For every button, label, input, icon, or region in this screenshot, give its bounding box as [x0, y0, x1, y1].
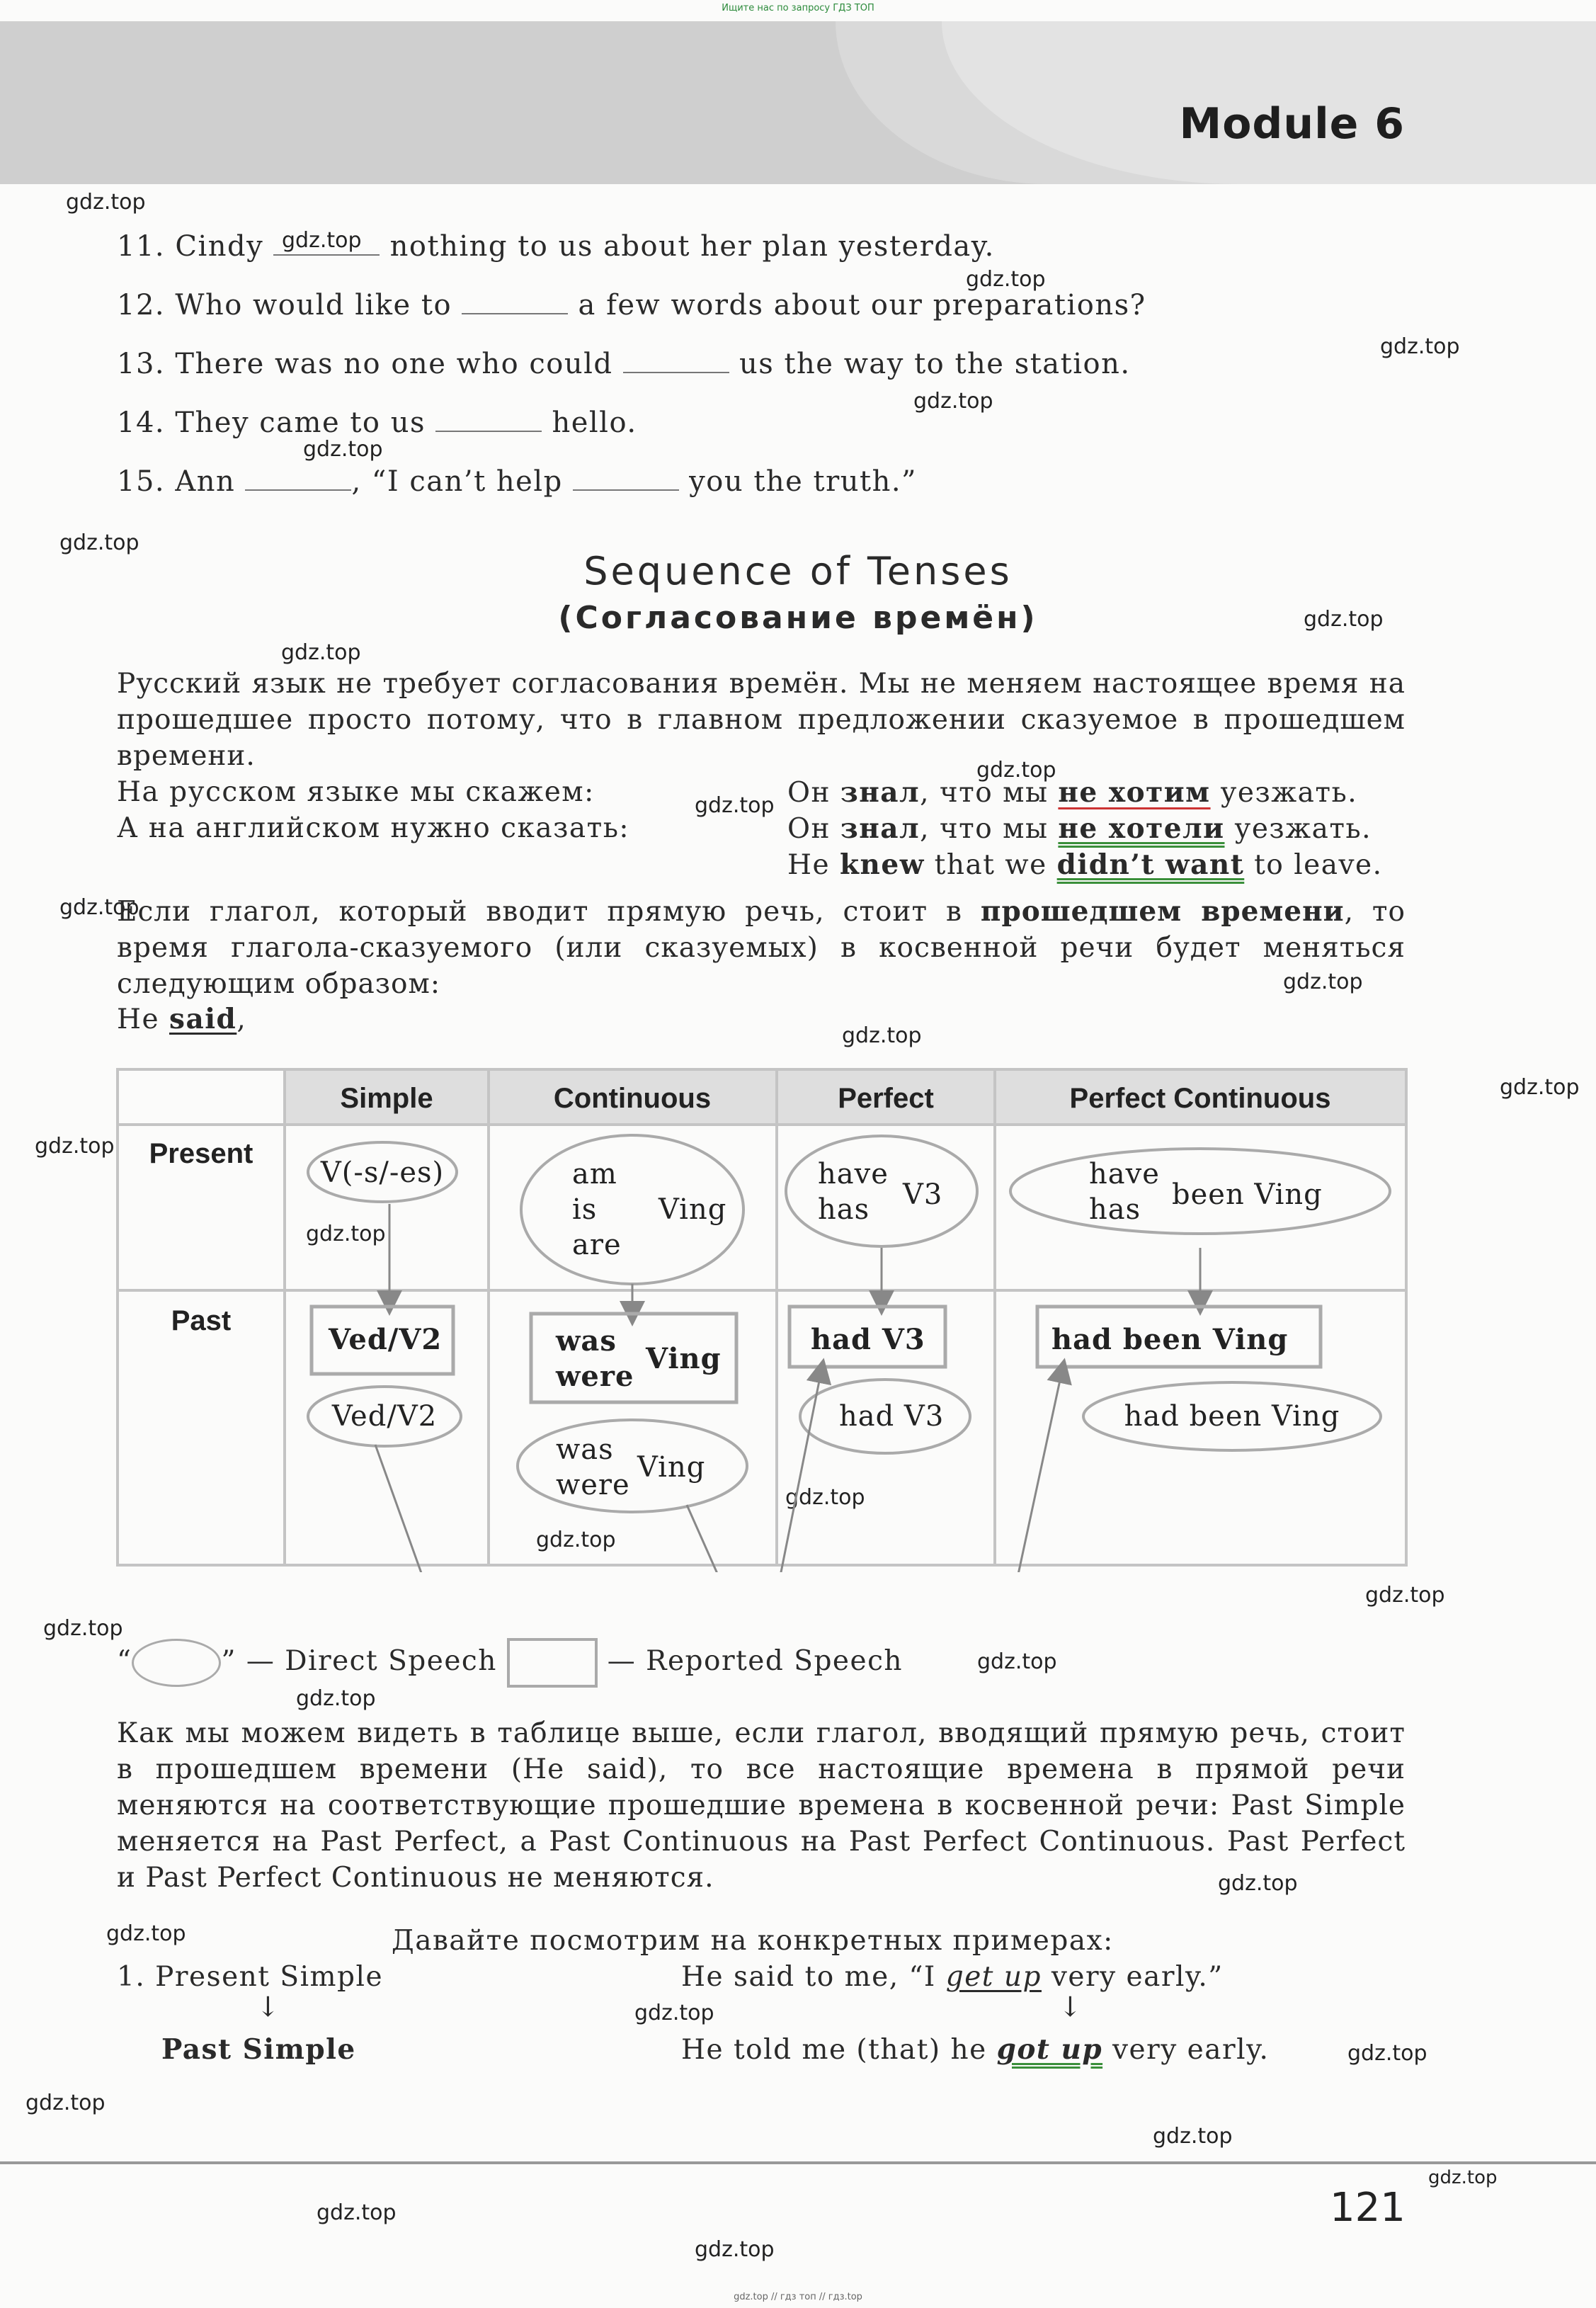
header-continuous: Continuous	[553, 1083, 712, 1114]
answer-blank[interactable]	[245, 468, 351, 491]
past-perfect-continuous-reported: had been Ving	[1051, 1323, 1289, 1356]
exercise-item: 13. There was no one who could us the way to the station.	[117, 348, 1131, 380]
present-perfect-continuous-been-ving: been Ving	[1172, 1178, 1323, 1211]
answer-blank[interactable]	[573, 468, 679, 491]
past-simple-direct: Ved/V2	[331, 1400, 438, 1433]
present-perfect-continuous-have: have	[1089, 1158, 1160, 1190]
present-continuous-is: is	[572, 1193, 598, 1226]
watermark: gdz.top	[25, 2091, 106, 2115]
past-perfect-continuous-direct: had been Ving	[1124, 1400, 1340, 1433]
watermark: gdz.top	[303, 437, 383, 462]
tenses-table	[113, 1062, 1416, 1572]
watermark: gdz.top	[695, 2237, 775, 2262]
watermark: gdz.top	[306, 1222, 386, 1246]
example-russian-1: Он знал, что мы не хотим уезжать.	[787, 776, 1358, 809]
watermark: gdz.top	[913, 389, 993, 414]
page-number: 121	[1330, 2185, 1406, 2231]
header-perfect: Perfect	[838, 1083, 934, 1114]
legend-box	[507, 1638, 598, 1688]
footer-rule	[0, 2161, 1596, 2164]
english-label: А на английском нужно сказать:	[117, 812, 630, 844]
past-continuous-reported-ving: Ving	[646, 1342, 722, 1375]
russian-label: На русском языке мы скажем:	[117, 776, 595, 808]
intro-paragraph: Русский язык не требует согласования времён. Мы не меняем настоящее время на прошедшее просто потому, что в главном предложении сказуемое в прошедшем времени.	[117, 668, 1406, 772]
past-continuous-reported-was: was	[556, 1324, 617, 1358]
past-perfect-direct: had V3	[839, 1400, 945, 1433]
row-past: Past	[171, 1305, 232, 1336]
top-note: Ищите нас по запросу ГДЗ ТОП	[722, 3, 874, 13]
past-perfect-reported: had V3	[811, 1323, 925, 1356]
bottom-note: gdz.top // гдз топ // гдз.top	[734, 2292, 862, 2302]
watermark: gdz.top	[281, 640, 361, 665]
watermark: gdz.top	[1283, 970, 1363, 994]
watermark: gdz.top	[842, 1023, 922, 1048]
exercise-item: 11. Cindy nothing to us about her plan yesterday.	[117, 230, 995, 263]
direct-speech-oval	[786, 1136, 977, 1246]
watermark: gdz.top	[976, 758, 1056, 783]
present-continuous-are: are	[572, 1229, 622, 1261]
watermark: gdz.top	[785, 1485, 865, 1510]
exercise-item: 15. Ann , “I can’t help you the truth.”	[117, 465, 918, 498]
example-english: He knew that we didn’t want to leave.	[787, 848, 1383, 881]
past-continuous-reported-were: were	[556, 1360, 634, 1393]
example-arrow-left: ↓	[256, 1991, 281, 2023]
example-arrow-right: ↓	[1059, 1991, 1083, 2023]
legend: “ ” — Direct Speech — Reported Speech	[117, 1638, 903, 1688]
rule-paragraph: Если глагол, который вводит прямую речь, стоит в прошедшем времени, то время глагола-сказуемого (или сказуемых) в косвенной речи будет меняться следующим образом:	[117, 895, 1406, 1000]
present-simple: V(-s/-es)	[320, 1156, 445, 1189]
watermark: gdz.top	[1428, 2167, 1498, 2188]
example-tense-from: 1. Present Simple	[117, 1961, 384, 1993]
watermark: gdz.top	[977, 1649, 1057, 1674]
present-continuous-ving: Ving	[659, 1193, 727, 1226]
exercise-item: 14. They came to us hello.	[117, 407, 637, 439]
conclusion-paragraph: Как мы можем видеть в таблице выше, если глагол, вводящий прямую речь, стоит в прошедшем времени (He said), то все настоящие времена в прямой речи меняются на соответствующие прошедшие времена в косвенной речи: Past Simple меняется на Past Perfect, а Past Continuous на Past Perfect Continuous. Past Perfect и Past Perfect Continuous не меняются.	[117, 1717, 1406, 1894]
answer-blank[interactable]	[623, 351, 729, 373]
watermark: gdz.top	[59, 530, 139, 555]
legend-oval	[132, 1639, 221, 1687]
past-continuous-direct-ving: Ving	[637, 1451, 706, 1484]
watermark: gdz.top	[1500, 1075, 1580, 1100]
header-perfect-continuous: Perfect Continuous	[1069, 1083, 1331, 1114]
present-perfect-v3: V3	[903, 1178, 943, 1211]
watermark: gdz.top	[1304, 607, 1384, 632]
he-said: He said,	[117, 1003, 247, 1035]
watermark: gdz.top	[536, 1528, 616, 1552]
watermark: gdz.top	[1380, 334, 1460, 359]
example-tense-to: Past Simple	[161, 2033, 356, 2066]
watermark: gdz.top	[59, 895, 139, 920]
present-continuous-am: am	[572, 1158, 617, 1190]
watermark: gdz.top	[106, 1921, 186, 1946]
watermark: gdz.top	[695, 793, 775, 818]
example-direct: He said to me, “I get up very early.”	[681, 1961, 1224, 1993]
present-perfect-have: have	[818, 1158, 889, 1190]
watermark: gdz.top	[66, 190, 146, 215]
watermark: gdz.top	[317, 2200, 397, 2225]
exercise-item: 12. Who would like to a few words about our preparations?	[117, 289, 1146, 322]
watermark: gdz.top	[1365, 1583, 1445, 1608]
watermark: gdz.top	[1153, 2124, 1233, 2149]
answer-blank[interactable]	[462, 292, 568, 314]
module-title: Module 6	[1179, 99, 1405, 149]
examples-intro: Давайте посмотрим на конкретных примерах:	[392, 1925, 1114, 1957]
watermark: gdz.top	[966, 267, 1046, 292]
header-simple: Simple	[340, 1083, 433, 1114]
direct-speech-oval	[518, 1420, 747, 1512]
answer-blank[interactable]	[435, 409, 542, 432]
answer-blank[interactable]	[273, 233, 380, 256]
watermark: gdz.top	[282, 228, 362, 253]
past-continuous-direct-were: were	[556, 1469, 630, 1501]
section-title: Sequence of Tenses	[583, 549, 1013, 593]
watermark: gdz.top	[35, 1134, 115, 1159]
past-simple-reported: Ved/V2	[329, 1323, 443, 1356]
watermark: gdz.top	[1347, 2041, 1427, 2066]
past-continuous-direct-was: was	[556, 1433, 614, 1466]
watermark: gdz.top	[296, 1686, 376, 1711]
watermark: gdz.top	[1218, 1871, 1298, 1896]
example-reported: He told me (that) he got up very early.	[681, 2033, 1270, 2066]
present-perfect-continuous-has: has	[1089, 1193, 1141, 1226]
present-perfect-has: has	[818, 1193, 870, 1226]
row-present: Present	[149, 1138, 253, 1169]
watermark: gdz.top	[43, 1616, 123, 1641]
watermark: gdz.top	[634, 2001, 714, 2025]
section-subtitle: (Согласование времён)	[558, 600, 1038, 636]
example-russian-2: Он знал, что мы не хотели уезжать.	[787, 812, 1372, 845]
